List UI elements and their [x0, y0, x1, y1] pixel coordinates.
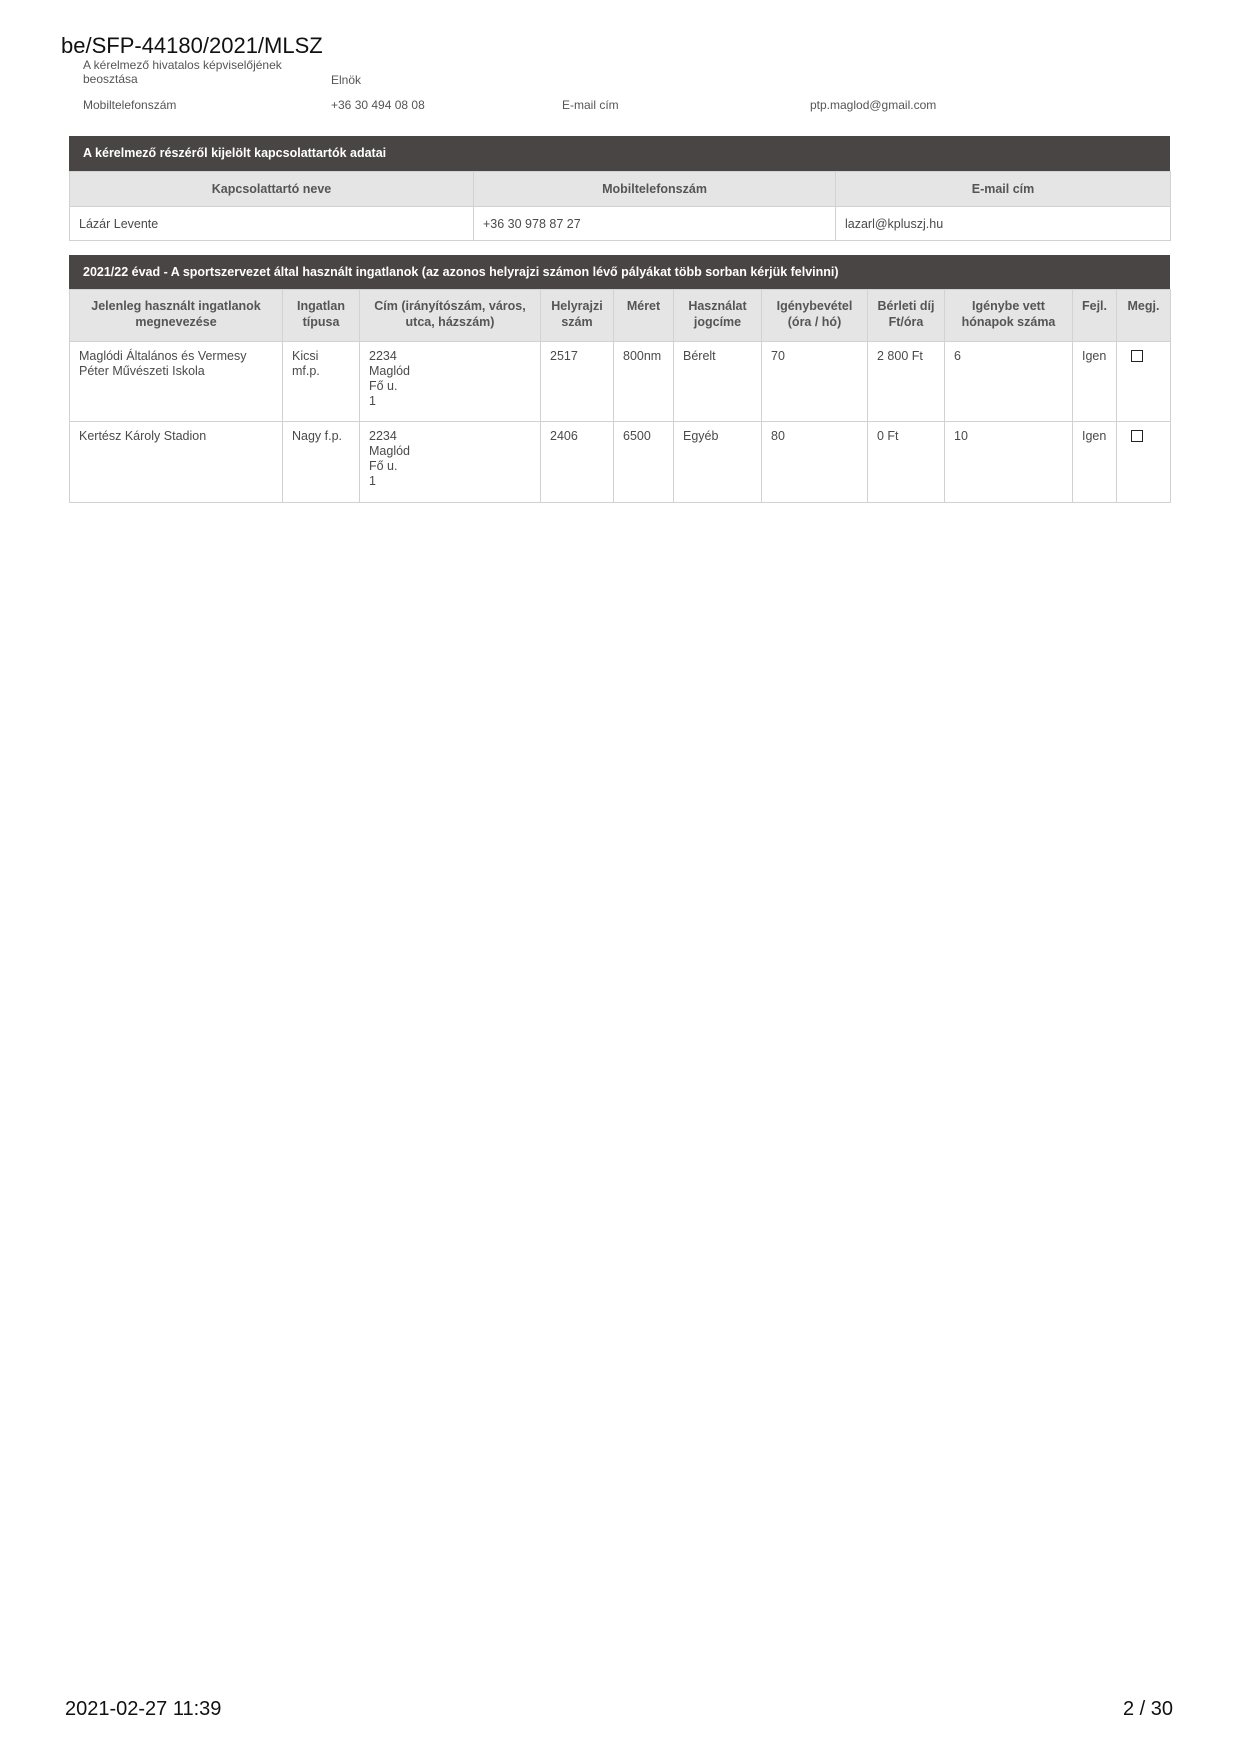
- property-size: 6500: [614, 422, 674, 503]
- footer-page-number: 2 / 30: [1122, 1698, 1173, 1720]
- column-header: Helyrajzi szám: [541, 290, 614, 342]
- table-row: [70, 422, 1171, 503]
- table-header-row: [70, 172, 1171, 207]
- property-legal-title: Bérelt: [674, 342, 762, 422]
- properties-section: [69, 255, 1170, 503]
- property-address: 2234 Maglód Fő u. 1: [360, 422, 541, 503]
- property-fejl: Igen: [1073, 342, 1117, 422]
- property-lot-number: 2517: [541, 342, 614, 422]
- property-type: Kicsi mf.p.: [283, 342, 360, 422]
- contact-phone: +36 30 978 87 27: [474, 207, 836, 241]
- position-value: Elnök: [331, 73, 362, 87]
- column-header: Igénybevétel (óra / hó): [762, 290, 868, 342]
- property-rent: 2 800 Ft: [868, 342, 945, 422]
- property-fejl: Igen: [1073, 422, 1117, 503]
- property-usage: 70: [762, 342, 868, 422]
- property-rent: 0 Ft: [868, 422, 945, 503]
- document-reference: be/SFP-44180/2021/MLSZ: [61, 33, 323, 58]
- column-header: Cím (irányítószám, város, utca, házszám): [360, 290, 541, 342]
- property-megj: [1117, 342, 1171, 422]
- column-header: Megj.: [1117, 290, 1171, 342]
- contacts-section-title: A kérelmező részéről kijelölt kapcsolattartók adatai: [69, 136, 1170, 171]
- property-name: Kertész Károly Stadion: [70, 422, 283, 503]
- property-address: 2234 Maglód Fő u. 1: [360, 342, 541, 422]
- email-value: ptp.maglod@gmail.com: [810, 98, 937, 112]
- property-type: Nagy f.p.: [283, 422, 360, 503]
- column-header: E-mail cím: [836, 172, 1171, 207]
- column-header: Használat jogcíme: [674, 290, 762, 342]
- column-header: Bérleti díj Ft/óra: [868, 290, 945, 342]
- properties-table-head: [70, 290, 1171, 342]
- contact-name: Lázár Levente: [70, 207, 474, 241]
- property-lot-number: 2406: [541, 422, 614, 503]
- mobile-label: Mobiltelefonszám: [83, 98, 177, 112]
- column-header: Jelenleg használt ingatlanok megnevezése: [70, 290, 283, 342]
- property-name: Maglódi Általános és Vermesy Péter Művészeti Iskola: [70, 342, 283, 422]
- column-header: Mobiltelefonszám: [474, 172, 836, 207]
- contacts-table-head: [70, 172, 1171, 207]
- contacts-section: [69, 136, 1170, 241]
- property-months: 6: [945, 342, 1073, 422]
- position-label: A kérelmező hivatalos képviselőjének beosztása: [83, 58, 282, 86]
- property-legal-title: Egyéb: [674, 422, 762, 503]
- footer-timestamp: 2021-02-27 11:39: [65, 1698, 222, 1720]
- table-header-row: [70, 290, 1171, 342]
- column-header: Igénybe vett hónapok száma: [945, 290, 1073, 342]
- column-header: Fejl.: [1073, 290, 1117, 342]
- properties-section-title: 2021/22 évad - A sportszervezet által használt ingatlanok (az azonos helyrajzi számon lévő pályákat több sorban kérjük felvinni): [69, 255, 1170, 289]
- mobile-value: +36 30 494 08 08: [331, 98, 425, 112]
- properties-table-body: [70, 342, 1171, 503]
- representative-info: [83, 58, 1083, 118]
- contact-email: lazarl@kpluszj.hu: [836, 207, 1171, 241]
- table-row: [70, 207, 1171, 241]
- properties-table: [69, 289, 1171, 503]
- property-months: 10: [945, 422, 1073, 503]
- column-header: Ingatlan típusa: [283, 290, 360, 342]
- megj-checkbox: [1131, 430, 1143, 442]
- contacts-table: [69, 171, 1171, 241]
- column-header: Kapcsolattartó neve: [70, 172, 474, 207]
- email-label: E-mail cím: [562, 98, 619, 112]
- table-row: [70, 342, 1171, 422]
- contacts-table-body: [70, 207, 1171, 241]
- property-usage: 80: [762, 422, 868, 503]
- column-header: Méret: [614, 290, 674, 342]
- megj-checkbox: [1131, 350, 1143, 362]
- property-size: 800nm: [614, 342, 674, 422]
- property-megj: [1117, 422, 1171, 503]
